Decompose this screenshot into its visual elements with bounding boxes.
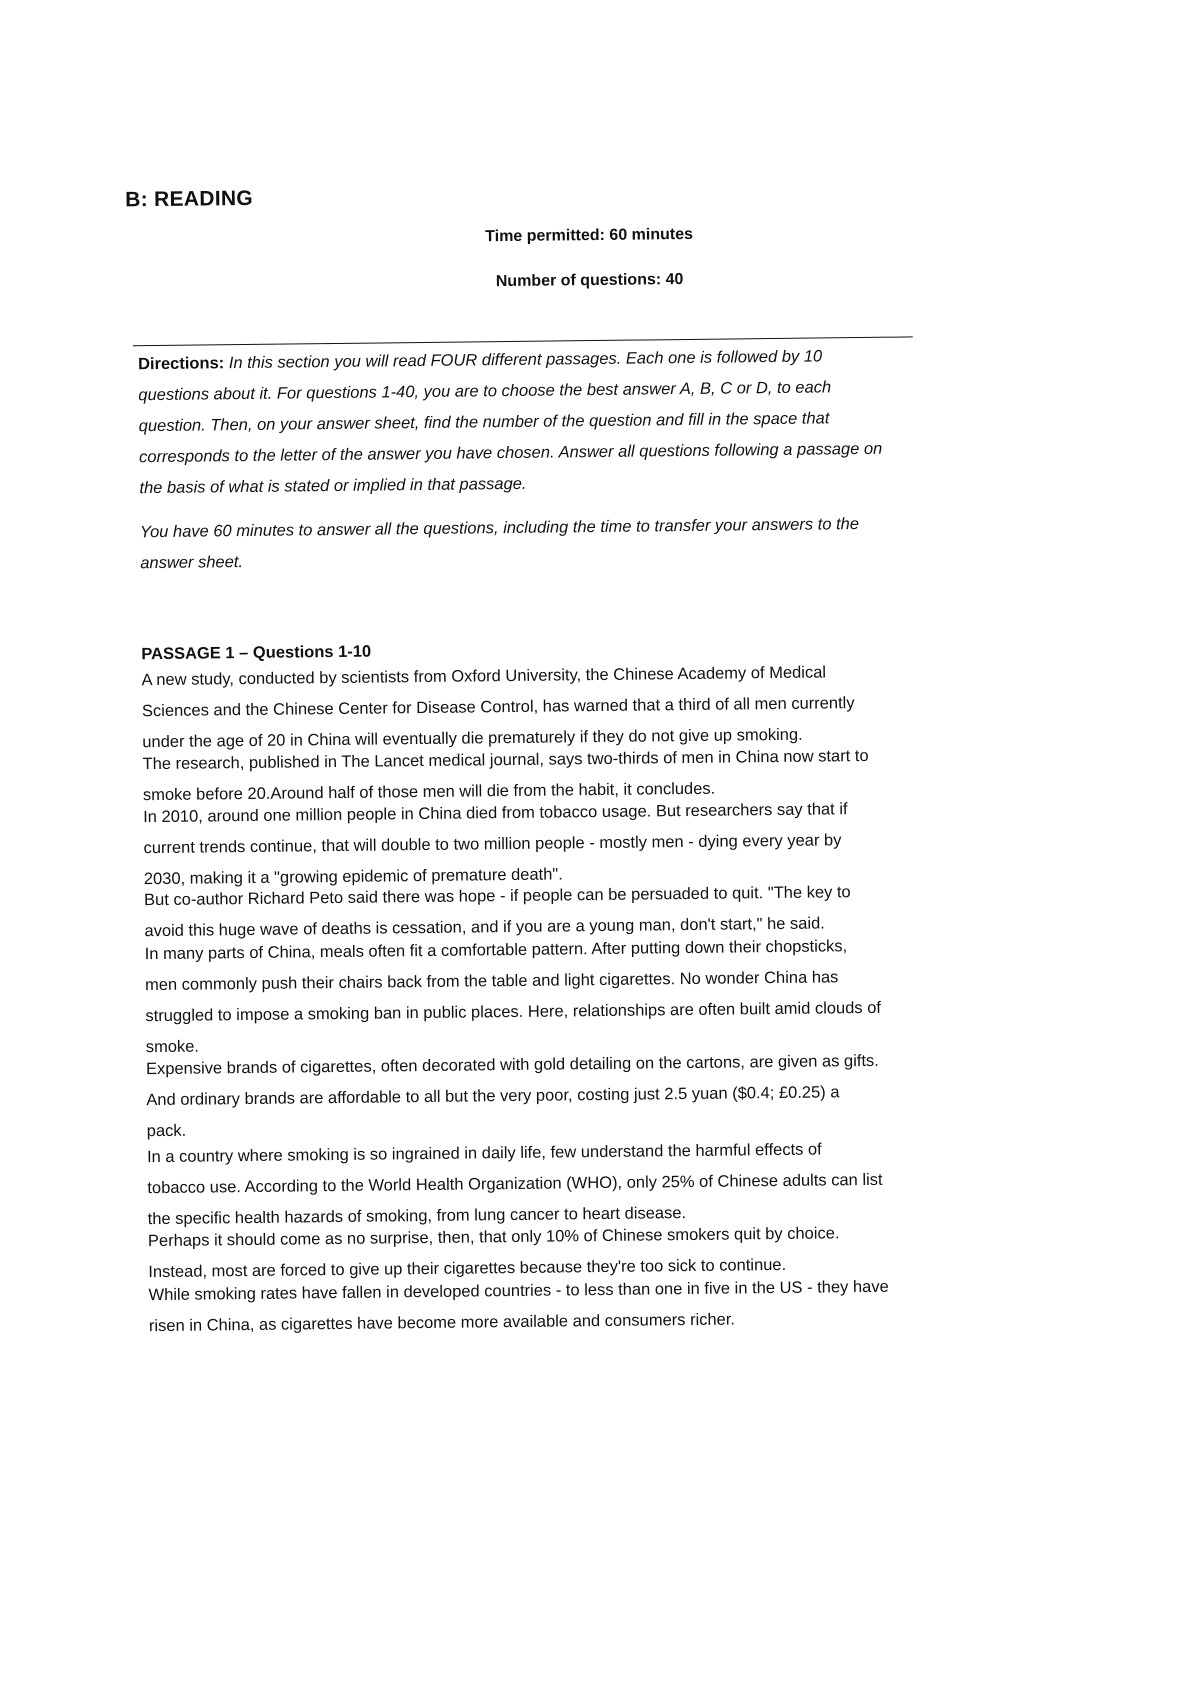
- time-note-line: answer sheet.: [140, 553, 244, 573]
- paragraph-line: Instead, most are forced to give up their cigarettes because they're too sick to continue.: [148, 1255, 787, 1282]
- number-of-questions: Number of questions: 40: [495, 271, 684, 291]
- paragraph-line: struggled to impose a smoking ban in public places. Here, relationships are often built amid clouds of: [145, 998, 882, 1026]
- paragraph-line: avoid this huge wave of deaths is cessation, and if you are a young man, don't start," he said.: [144, 914, 825, 941]
- directions-label: Directions:: [137, 354, 225, 374]
- passage-heading: PASSAGE 1 – Questions 1-10: [141, 642, 372, 664]
- paragraph-line: men commonly push their chairs back from the table and light cigarettes. No wonder China has: [144, 968, 839, 995]
- directions-line: questions about it. For questions 1-40, you are to choose the best answer A, B, C or D, to each: [138, 378, 832, 405]
- paragraph-line: Perhaps it should come as no surprise, then, that only 10% of Chinese smokers quit by choice.: [147, 1224, 840, 1251]
- paragraph-line: And ordinary brands are affordable to all but the very poor, costing just 2.5 yuan ($0.4; £0.25) a: [146, 1083, 840, 1110]
- passage-paragraph: [148, 1270, 1049, 1342]
- time-permitted: Time permitted: 60 minutes: [485, 225, 694, 246]
- paragraph-line: tobacco use. According to the World Health Organization (WHO), only 25% of Chinese adults can list: [147, 1170, 883, 1198]
- paragraph-line: current trends continue, that will double to two million people - mostly men - dying every year by: [143, 831, 842, 858]
- passage-paragraph: [146, 1044, 1047, 1147]
- paragraph-line: 2030, making it a "growing epidemic of premature death".: [143, 865, 563, 889]
- paragraph-line: under the age of 20 in China will eventually die prematurely if they do not give up smoking.: [142, 725, 803, 752]
- passage-paragraph: [145, 929, 1046, 1063]
- paragraph-line: In many parts of China, meals often fit a comfortable pattern. After putting down their chopsticks,: [144, 937, 848, 964]
- paragraph-line: the specific health hazards of smoking, from lung cancer to heart disease.: [147, 1204, 687, 1229]
- paragraph-line: But co-author Richard Peto said there was hope - if people can be persuaded to quit. "The key to: [144, 883, 851, 910]
- paragraph-line: In a country where smoking is so ingrained in daily life, few understand the harmful effects of: [146, 1140, 822, 1167]
- paragraph-line: Sciences and the Chinese Center for Disease Control, has warned that a third of all men currently: [141, 694, 855, 721]
- paragraph-line: risen in China, as cigarettes have become more available and consumers richer.: [148, 1310, 736, 1336]
- paragraph-line: smoke.: [145, 1037, 200, 1057]
- directions-text: In this section you will read FOUR different passages. Each one is followed by 10: [228, 347, 823, 373]
- paragraph-line: Expensive brands of cigarettes, often decorated with gold detailing on the cartons, are given as gifts.: [145, 1051, 879, 1079]
- section-title: B: READING: [125, 186, 254, 212]
- paragraph-line: smoke before 20.Around half of those men will die from the habit, it concludes.: [142, 779, 716, 805]
- time-note-line: You have 60 minutes to answer all the questions, including the time to transfer your answers to the: [139, 515, 860, 542]
- paragraph-line: pack.: [146, 1121, 187, 1141]
- paragraph-line: While smoking rates have fallen in developed countries - to less than one in five in the US - they have: [148, 1277, 889, 1305]
- time-note: [140, 507, 1041, 579]
- directions-line: corresponds to the letter of the answer you have chosen. Answer all questions following a passage on: [138, 439, 883, 467]
- directions-line: the basis of what is stated or implied in that passage.: [139, 474, 527, 498]
- directions: [138, 339, 1040, 504]
- paragraph-line: The research, published in The Lancet medical journal, says two-thirds of men in China now start to: [142, 746, 869, 774]
- paragraph-line: In 2010, around one million people in China died from tobacco usage. But researchers say that if: [143, 800, 848, 827]
- paragraph-line: A new study, conducted by scientists from Oxford University, the Chinese Academy of Medical: [141, 663, 827, 690]
- directions-line: question. Then, on your answer sheet, find the number of the question and fill in the space that: [138, 409, 830, 436]
